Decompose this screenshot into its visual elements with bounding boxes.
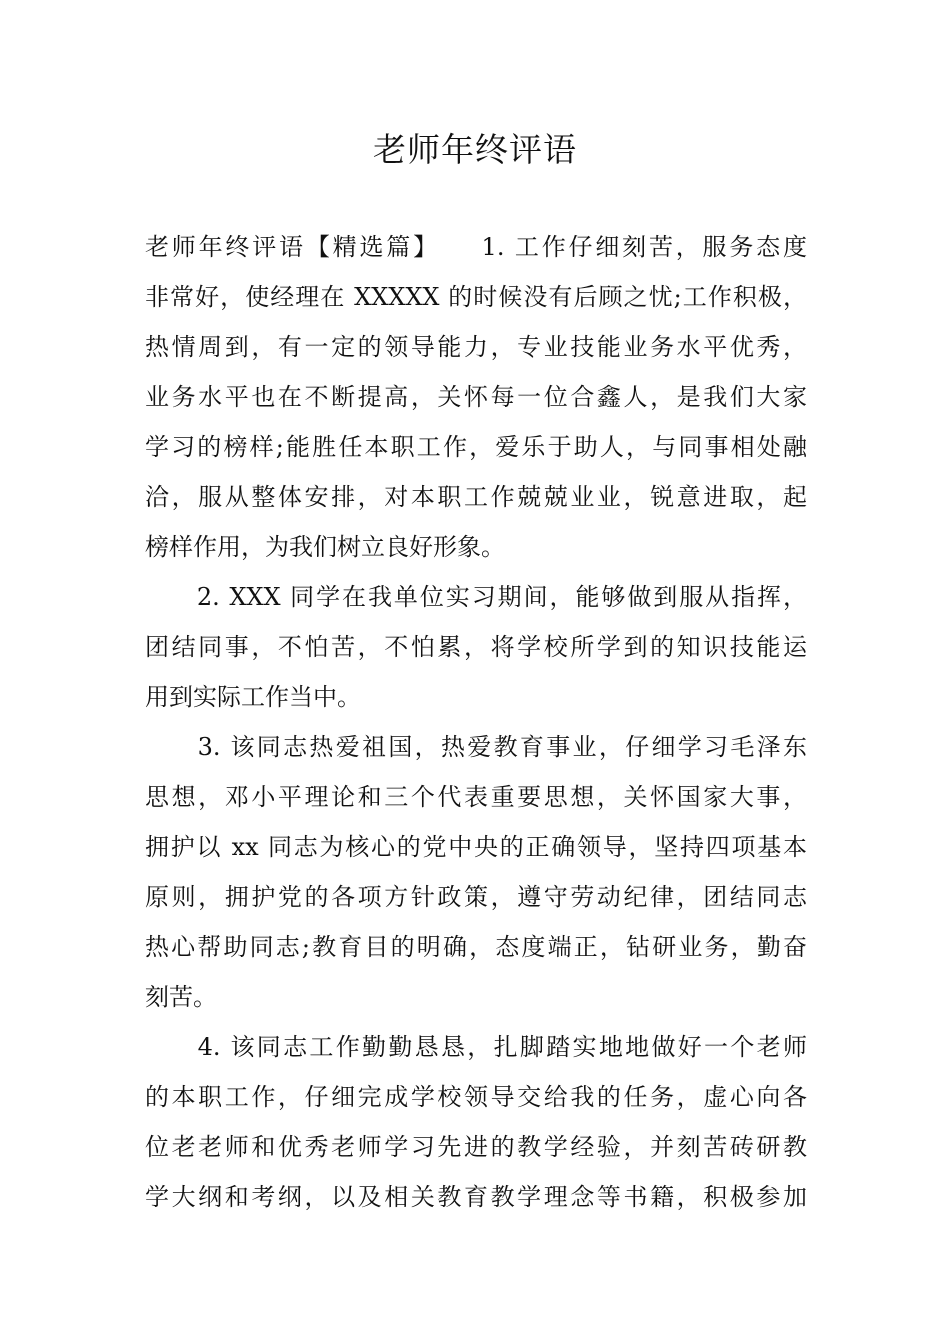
text-line: 学习的榜样;能胜任本职工作，爱乐于助人，与同事相处融 [145, 433, 807, 461]
text-line: 团结同事，不怕苦，不怕累，将学校所学到的知识技能运 [145, 633, 807, 661]
paragraph-4 [145, 1022, 807, 1222]
text-line: 榜样作用，为我们树立良好形象。 [145, 533, 505, 561]
text-line: 业务水平也在不断提高，关怀每一位合鑫人，是我们大家 [145, 383, 807, 411]
page-title: 老师年终评语 [373, 130, 577, 169]
text-line: 刻苦。 [145, 983, 217, 1011]
text-line: 2. XXX 同学在我单位实习期间，能够做到服从指挥， [145, 583, 807, 611]
text-line: 老师年终评语【精选篇】 1. 工作仔细刻苦，服务态度 [145, 233, 807, 261]
paragraph-1 [145, 222, 807, 572]
text-line: 思想，邓小平理论和三个代表重要思想，关怀国家大事， [145, 783, 807, 811]
document-body [145, 222, 807, 1222]
text-line: 拥护以 xx 同志为核心的党中央的正确领导，坚持四项基本 [145, 833, 807, 861]
paragraph-3 [145, 722, 807, 1022]
text-line: 洽，服从整体安排，对本职工作兢兢业业，锐意进取，起 [145, 483, 807, 511]
text-line: 热心帮助同志;教育目的明确，态度端正，钻研业务，勤奋 [145, 933, 807, 961]
text-line: 的本职工作，仔细完成学校领导交给我的任务，虚心向各 [145, 1083, 807, 1111]
text-line: 学大纲和考纲，以及相关教育教学理念等书籍，积极参加 [145, 1183, 807, 1211]
text-line: 位老老师和优秀老师学习先进的教学经验，并刻苦砖研教 [145, 1133, 807, 1161]
text-line: 4. 该同志工作勤勤恳恳，扎脚踏实地地做好一个老师 [145, 1033, 807, 1061]
text-line: 用到实际工作当中。 [145, 683, 361, 711]
text-line: 原则，拥护党的各项方针政策，遵守劳动纪律，团结同志 [145, 883, 807, 911]
paragraph-2 [145, 572, 807, 722]
text-line: 热情周到，有一定的领导能力，专业技能业务水平优秀， [145, 333, 807, 361]
text-line: 3. 该同志热爱祖国，热爱教育事业，仔细学习毛泽东 [145, 733, 807, 761]
text-line: 非常好，使经理在 XXXXX 的时候没有后顾之忧;工作积极， [145, 283, 807, 311]
